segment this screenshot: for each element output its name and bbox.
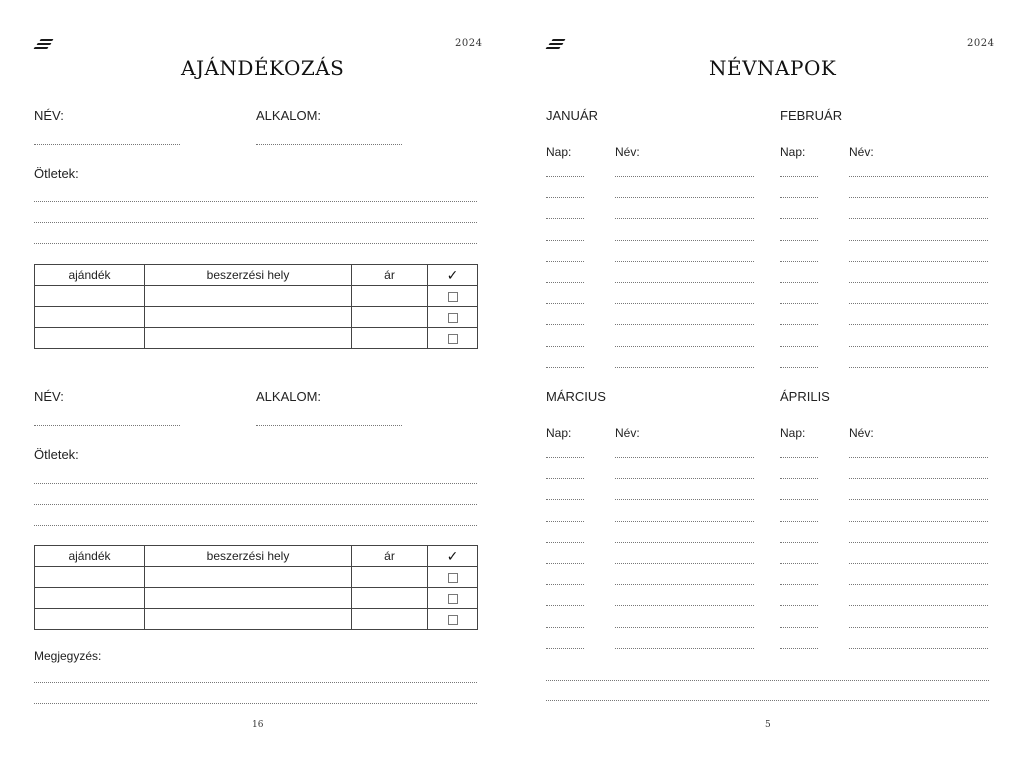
day-entry-line[interactable] (546, 563, 584, 564)
name-entry-line[interactable] (615, 197, 754, 198)
day-entry-line[interactable] (780, 303, 818, 304)
name-entry-line[interactable] (615, 499, 754, 500)
year-label: 2024 (967, 38, 995, 49)
day-column-label: Nap: (780, 145, 806, 159)
price-cell[interactable] (352, 588, 428, 609)
place-cell[interactable] (145, 286, 352, 307)
right-page (512, 0, 1024, 768)
table-row (35, 286, 478, 307)
table-row (35, 588, 478, 609)
day-entry-line[interactable] (546, 521, 584, 522)
day-entry-line[interactable] (546, 478, 584, 479)
name-entry-line[interactable] (615, 542, 754, 543)
note-line[interactable] (546, 680, 989, 681)
ideas-line[interactable] (34, 222, 477, 223)
checkbox-icon[interactable] (448, 594, 458, 604)
day-entry-line[interactable] (780, 324, 818, 325)
month-march: MÁRCIUS (546, 389, 606, 404)
name-entry-line[interactable] (849, 303, 988, 304)
name-column-label: Név: (615, 145, 640, 159)
day-column-label: Nap: (780, 426, 806, 440)
day-entry-line[interactable] (780, 346, 818, 347)
name-entry-line[interactable] (615, 563, 754, 564)
name-entry-line[interactable] (849, 499, 988, 500)
name-entry-line[interactable] (615, 648, 754, 649)
name-label: NÉV: (34, 108, 64, 123)
check-cell (428, 286, 478, 307)
day-entry-line[interactable] (546, 197, 584, 198)
day-entry-line[interactable] (546, 605, 584, 606)
name-entry-line[interactable] (849, 542, 988, 543)
price-cell[interactable] (352, 286, 428, 307)
name-entry-line[interactable] (615, 584, 754, 585)
checkmark-icon: ✓ (446, 266, 459, 283)
name-column-label: Név: (849, 145, 874, 159)
gift-cell[interactable] (35, 567, 145, 588)
ideas-line[interactable] (34, 525, 477, 526)
name-entry-line[interactable] (849, 197, 988, 198)
occasion-label: ALKALOM: (256, 389, 322, 404)
page-title: AJÁNDÉKOZÁS (181, 56, 345, 80)
day-entry-line[interactable] (546, 457, 584, 458)
table-row (35, 328, 478, 349)
day-entry-line[interactable] (546, 176, 584, 177)
day-entry-line[interactable] (780, 367, 818, 368)
ideas-line[interactable] (34, 504, 477, 505)
day-entry-line[interactable] (546, 648, 584, 649)
price-cell[interactable] (352, 328, 428, 349)
name-entry-line[interactable] (615, 605, 754, 606)
gift-table (34, 545, 478, 630)
checkbox-icon[interactable] (448, 573, 458, 583)
price-cell[interactable] (352, 609, 428, 630)
name-entry-line[interactable] (849, 457, 988, 458)
note-line[interactable] (34, 703, 477, 704)
name-entry-line[interactable] (849, 240, 988, 241)
name-entry-line[interactable] (849, 261, 988, 262)
month-february: FEBRUÁR (780, 108, 843, 123)
table-header-row (35, 265, 478, 286)
brush-strokes-logo-icon (34, 39, 54, 53)
gift-cell[interactable] (35, 609, 145, 630)
table-row (35, 567, 478, 588)
name-entry-line[interactable] (615, 346, 754, 347)
table-row (35, 307, 478, 328)
day-entry-line[interactable] (780, 542, 818, 543)
day-entry-line[interactable] (546, 346, 584, 347)
gift-table (34, 264, 478, 349)
brush-strokes-logo-icon (546, 39, 566, 53)
day-entry-line[interactable] (780, 261, 818, 262)
name-entry-line[interactable] (615, 324, 754, 325)
page-number: 16 (252, 720, 264, 730)
check-cell (428, 567, 478, 588)
name-entry-line[interactable] (849, 346, 988, 347)
ideas-line[interactable] (34, 483, 477, 484)
gift-cell[interactable] (35, 588, 145, 609)
occasion-field[interactable] (256, 425, 402, 426)
day-entry-line[interactable] (780, 627, 818, 628)
day-entry-line[interactable] (780, 605, 818, 606)
place-cell[interactable] (145, 307, 352, 328)
col-gift: ajándék (35, 265, 145, 286)
note-line[interactable] (546, 700, 989, 701)
occasion-label: ALKALOM: (256, 108, 322, 123)
ideas-label: Ötletek: (34, 447, 79, 462)
place-cell[interactable] (145, 588, 352, 609)
day-entry-line[interactable] (546, 303, 584, 304)
gift-cell[interactable] (35, 286, 145, 307)
day-entry-line[interactable] (780, 499, 818, 500)
day-entry-line[interactable] (780, 457, 818, 458)
name-entry-line[interactable] (849, 367, 988, 368)
check-cell (428, 307, 478, 328)
price-cell[interactable] (352, 567, 428, 588)
col-check (428, 265, 478, 286)
day-entry-line[interactable] (780, 240, 818, 241)
name-entry-line[interactable] (849, 605, 988, 606)
page-number: 5 (765, 720, 771, 730)
name-entry-line[interactable] (615, 521, 754, 522)
col-place: beszerzési hely (145, 546, 352, 567)
name-entry-line[interactable] (615, 367, 754, 368)
name-entry-line[interactable] (849, 563, 988, 564)
name-entry-line[interactable] (849, 282, 988, 283)
month-april: ÁPRILIS (780, 389, 830, 404)
day-entry-line[interactable] (546, 367, 584, 368)
col-place: beszerzési hely (145, 265, 352, 286)
day-entry-line[interactable] (546, 499, 584, 500)
day-entry-line[interactable] (546, 627, 584, 628)
check-cell (428, 609, 478, 630)
name-entry-line[interactable] (615, 627, 754, 628)
checkbox-icon[interactable] (448, 615, 458, 625)
note-line[interactable] (34, 682, 477, 683)
name-entry-line[interactable] (849, 521, 988, 522)
table-row (35, 609, 478, 630)
name-entry-line[interactable] (615, 457, 754, 458)
day-entry-line[interactable] (780, 176, 818, 177)
day-entry-line[interactable] (546, 542, 584, 543)
checkbox-icon[interactable] (448, 334, 458, 344)
day-entry-line[interactable] (546, 218, 584, 219)
col-price: ár (352, 546, 428, 567)
day-entry-line[interactable] (780, 521, 818, 522)
price-cell[interactable] (352, 307, 428, 328)
name-entry-line[interactable] (615, 478, 754, 479)
gift-cell[interactable] (35, 307, 145, 328)
day-entry-line[interactable] (780, 563, 818, 564)
note-label: Megjegyzés: (34, 649, 102, 663)
day-entry-line[interactable] (780, 218, 818, 219)
day-entry-line[interactable] (780, 584, 818, 585)
name-entry-line[interactable] (849, 627, 988, 628)
name-entry-line[interactable] (849, 478, 988, 479)
ideas-line[interactable] (34, 243, 477, 244)
name-entry-line[interactable] (849, 176, 988, 177)
place-cell[interactable] (145, 567, 352, 588)
name-entry-line[interactable] (849, 584, 988, 585)
name-label: NÉV: (34, 389, 64, 404)
name-entry-line[interactable] (615, 240, 754, 241)
check-cell (428, 328, 478, 349)
col-check (428, 546, 478, 567)
occasion-field[interactable] (256, 144, 402, 145)
ideas-line[interactable] (34, 201, 477, 202)
day-entry-line[interactable] (780, 648, 818, 649)
day-column-label: Nap: (546, 145, 572, 159)
place-cell[interactable] (145, 609, 352, 630)
col-gift: ajándék (35, 546, 145, 567)
place-cell[interactable] (145, 328, 352, 349)
name-entry-line[interactable] (615, 303, 754, 304)
year-label: 2024 (455, 38, 483, 49)
gift-cell[interactable] (35, 328, 145, 349)
name-column-label: Név: (615, 426, 640, 440)
day-entry-line[interactable] (546, 584, 584, 585)
name-entry-line[interactable] (615, 218, 754, 219)
name-field[interactable] (34, 144, 180, 145)
day-column-label: Nap: (546, 426, 572, 440)
checkbox-icon[interactable] (448, 292, 458, 302)
table-header-row (35, 546, 478, 567)
name-entry-line[interactable] (615, 282, 754, 283)
col-price: ár (352, 265, 428, 286)
name-entry-line[interactable] (615, 176, 754, 177)
day-entry-line[interactable] (546, 324, 584, 325)
name-field[interactable] (34, 425, 180, 426)
name-entry-line[interactable] (849, 218, 988, 219)
day-entry-line[interactable] (546, 261, 584, 262)
day-entry-line[interactable] (546, 282, 584, 283)
check-cell (428, 588, 478, 609)
checkbox-icon[interactable] (448, 313, 458, 323)
month-january: JANUÁR (546, 108, 599, 123)
day-entry-line[interactable] (780, 197, 818, 198)
name-entry-line[interactable] (615, 261, 754, 262)
page-title: NÉVNAPOK (709, 56, 837, 80)
day-entry-line[interactable] (780, 478, 818, 479)
ideas-label: Ötletek: (34, 166, 79, 181)
day-entry-line[interactable] (780, 282, 818, 283)
name-column-label: Név: (849, 426, 874, 440)
name-entry-line[interactable] (849, 648, 988, 649)
day-entry-line[interactable] (546, 240, 584, 241)
name-entry-line[interactable] (849, 324, 988, 325)
checkmark-icon: ✓ (446, 547, 459, 564)
